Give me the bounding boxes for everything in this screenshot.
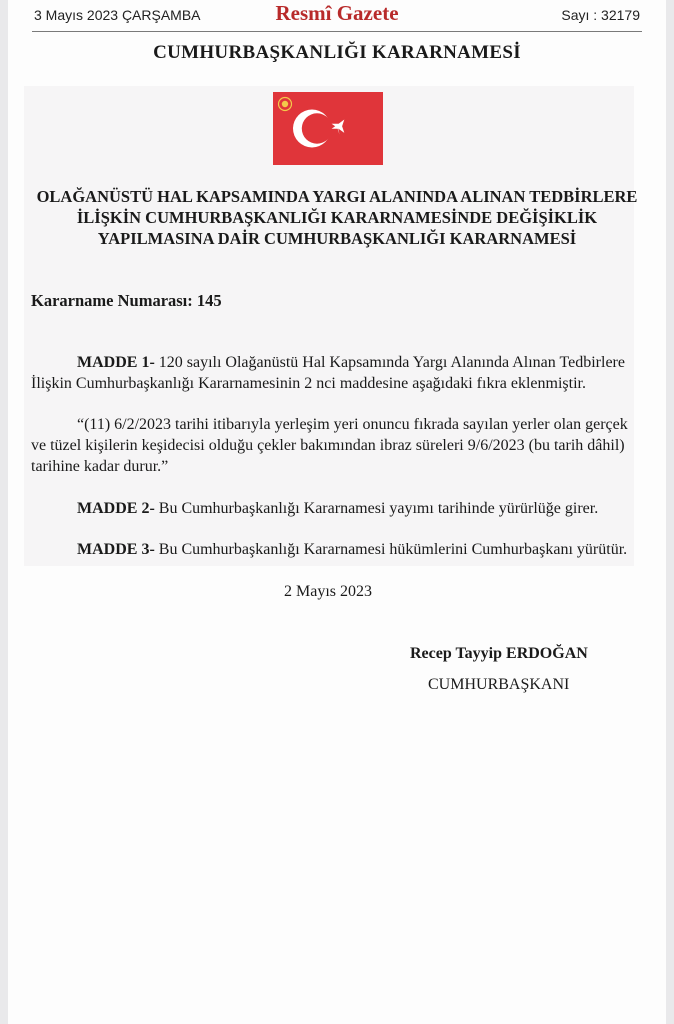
article-text: 120 sayılı Olağanüstü Hal Kapsamında Yargı Alanında Alınan Tedbirlere (158, 354, 625, 371)
decree-date: 2 Mayıs 2023 (284, 583, 372, 600)
decree-number (31, 291, 222, 311)
quote-text: tarihine kadar durur.” (31, 458, 169, 475)
article-text: İlişkin Cumhurbaşkanlığı Kararnamesinin 2 nci maddesine aşağıdaki fıkra eklenmiştir. (31, 375, 586, 392)
decree-title-line: İLİŞKİN CUMHURBAŞKANLIĞI KARARNAMESİNDE DEĞİŞİKLİK (76, 208, 598, 227)
article-1 (31, 352, 623, 394)
section-title: CUMHURBAŞKANLIĞI KARARNAMESİ (153, 42, 521, 63)
article-label: MADDE 1- (77, 354, 155, 371)
article-3 (31, 539, 628, 560)
decree-title (30, 186, 644, 249)
decree-title-line: YAPILMASINA DAİR CUMHURBAŞKANLIĞI KARARNAMESİ (97, 229, 577, 248)
article-2 (31, 498, 623, 519)
seal-emblem-icon (279, 98, 292, 111)
quote-text: ve tüzel kişilerin keşidecisi olduğu çekler bakımından ibraz süreleri 9/6/2023 (bu tarih dâhil) (31, 437, 625, 454)
decree-number-label: Kararname Numarası: (31, 291, 193, 310)
header-date: 3 Mayıs 2023 ÇARŞAMBA (34, 7, 201, 23)
gazette-header (32, 0, 642, 32)
quoted-paragraph (31, 414, 628, 477)
decree-title-line: OLAĞANÜSTÜ HAL KAPSAMINDA YARGI ALANINDA ALINAN TEDBİRLERE (36, 187, 638, 206)
signer-name: Recep Tayyip ERDOĞAN (410, 645, 588, 662)
article-label: MADDE 3- (77, 541, 155, 558)
article-text: Bu Cumhurbaşkanlığı Kararnamesi hükümlerini Cumhurbaşkanı yürütür. (158, 541, 628, 558)
quote-text: “(11) 6/2/2023 tarihi itibarıyla yerleşim yeri onuncu fıkrada sayılan yerler olan gerçek (77, 416, 628, 433)
decree-number-value: 145 (196, 291, 222, 310)
article-label: MADDE 2- (77, 500, 155, 517)
turkish-flag-icon (273, 92, 383, 165)
article-text: Bu Cumhurbaşkanlığı Kararnamesi yayımı tarihinde yürürlüğe girer. (158, 500, 599, 517)
signer-title: CUMHURBAŞKANI (428, 676, 570, 693)
issue-number: Sayı : 32179 (561, 7, 640, 23)
gazette-title: Resmî Gazete (275, 1, 399, 25)
